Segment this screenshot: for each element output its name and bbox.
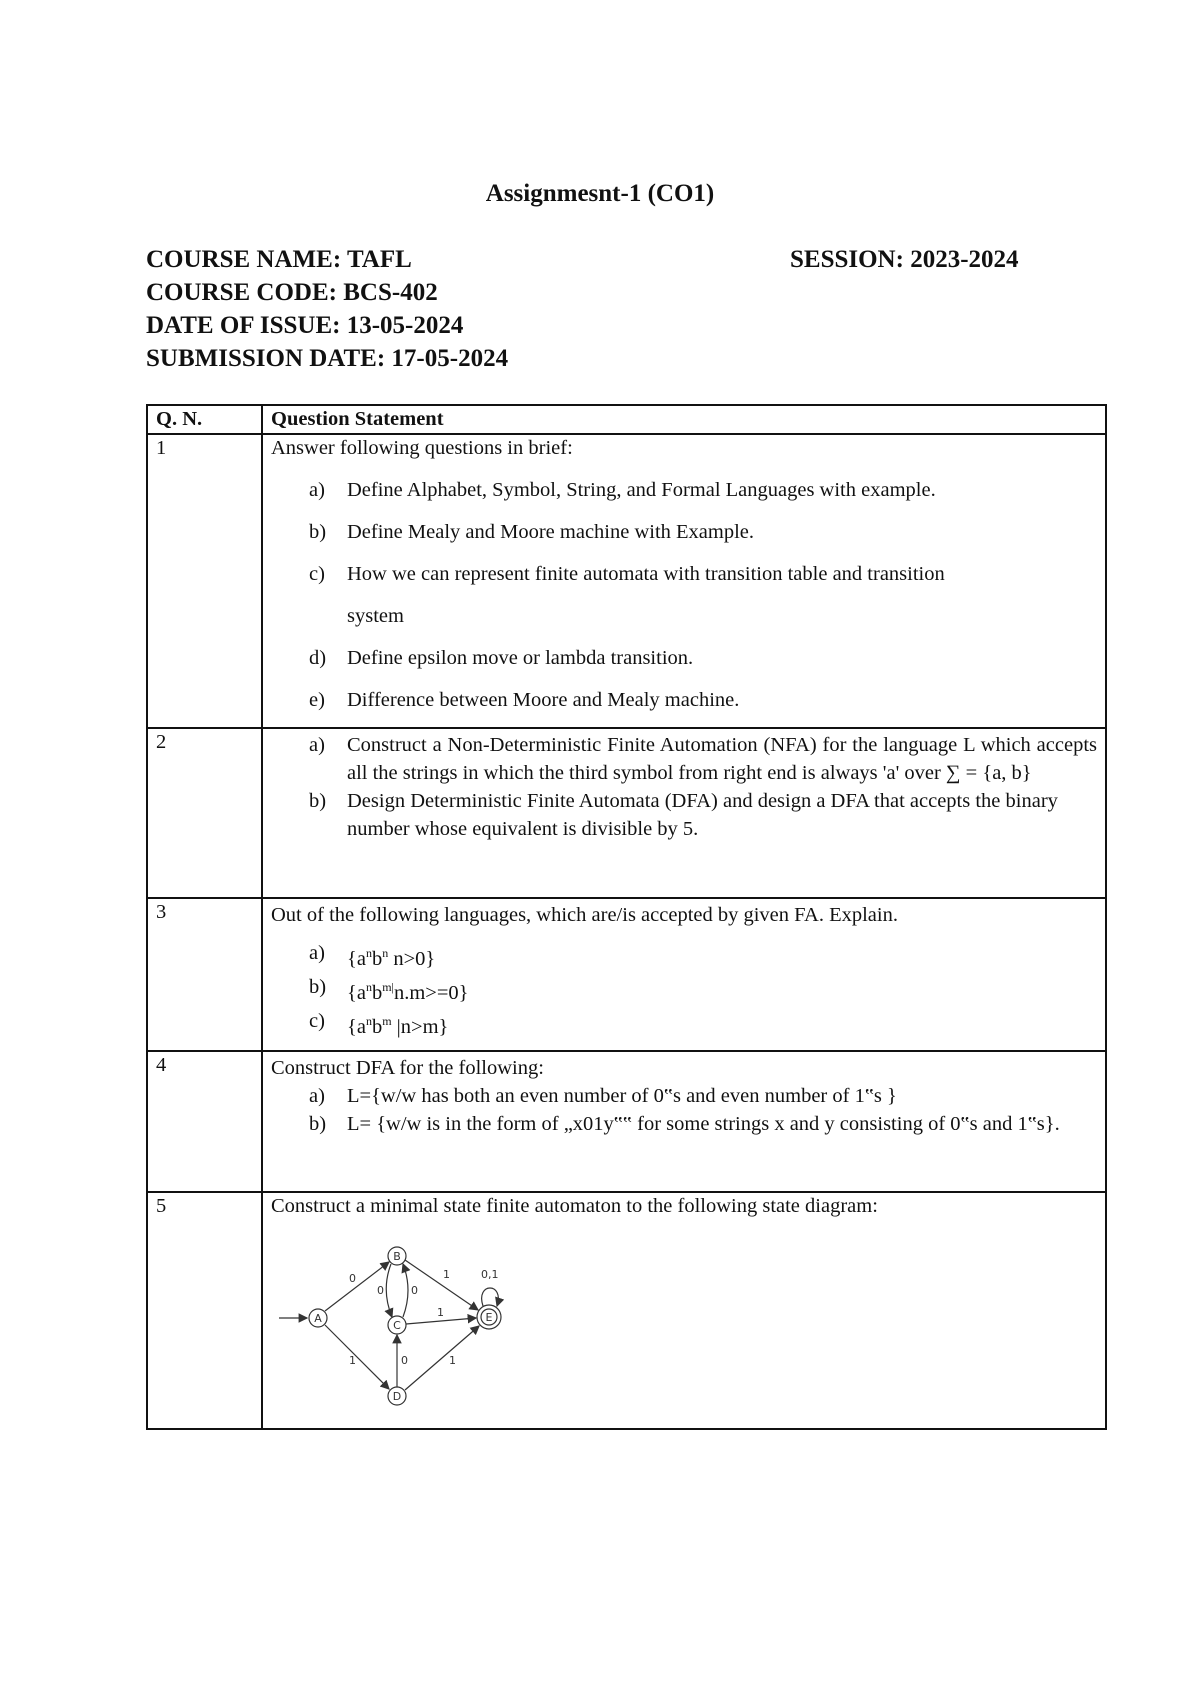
list-item xyxy=(271,1110,1097,1138)
item-text: L={w/w has both an even number of 0‟s and even number of 1‟s } xyxy=(347,1085,897,1107)
list-item xyxy=(271,731,1097,787)
table-row xyxy=(147,898,1106,1051)
svg-text:C: C xyxy=(393,1319,401,1332)
list-item xyxy=(271,1082,1097,1110)
transition-b-c xyxy=(386,1264,392,1317)
item-text: Define epsilon move or lambda transition. xyxy=(347,647,694,669)
item-label: c) xyxy=(309,1009,325,1032)
transition-label: 1 xyxy=(437,1306,444,1319)
item-label: c) xyxy=(309,563,325,585)
question-statement xyxy=(262,1051,1106,1192)
list-item xyxy=(271,646,1097,670)
question-statement xyxy=(262,728,1106,898)
transition-label: 1 xyxy=(349,1354,356,1367)
list-item xyxy=(271,787,1097,843)
item-text: Define Mealy and Moore machine with Example. xyxy=(347,521,755,543)
course-name: COURSE NAME: TAFL xyxy=(146,246,412,273)
transition-e-e xyxy=(482,1288,499,1306)
item-text: L= {w/w is in the form of „x01y‟‟ for some strings x and y consisting of 0‟s and 1‟s}. xyxy=(347,1113,1060,1135)
transition-label: 0 xyxy=(401,1354,408,1367)
session: SESSION: 2023-2024 xyxy=(790,246,1019,273)
question-intro: Answer following questions in brief: xyxy=(271,437,573,459)
item-text: {$a^nb^n$ n>0} xyxy=(347,946,436,970)
item-label: b) xyxy=(309,975,327,998)
table-row xyxy=(147,1192,1106,1429)
question-intro: Construct a minimal state finite automaton to the following state diagram: xyxy=(271,1195,878,1217)
question-statement xyxy=(262,434,1106,728)
state-C xyxy=(388,1316,406,1334)
question-intro: Construct DFA for the following: xyxy=(271,1057,544,1079)
item-label: a) xyxy=(309,479,325,501)
state-B xyxy=(388,1247,406,1265)
question-table xyxy=(146,404,1107,1430)
transition-label: 1 xyxy=(449,1354,456,1367)
list-item xyxy=(271,973,1097,1007)
svg-text:B: B xyxy=(393,1250,401,1263)
question-statement xyxy=(262,898,1106,1051)
document-title: Assignmesnt-1 (CO1) xyxy=(485,180,715,207)
item-text: Construct a Non-Deterministic Finite Automation (NFA) for the language L which accepts all the strings in which the third symbol from right end is always 'a' over ∑ = {a, b} xyxy=(347,734,1097,784)
state-diagram xyxy=(271,1236,521,1426)
list-item xyxy=(271,604,1097,628)
item-text: {$a^nb^m$ |n>m} xyxy=(347,1013,449,1038)
question-number: 2 xyxy=(147,728,262,898)
item-label: a) xyxy=(309,942,325,964)
svg-text:D: D xyxy=(392,1390,402,1403)
item-text: Design Deterministic Finite Automata (DFA) and design a DFA that accepts the binary number whose equivalent is divisible by 5. xyxy=(347,790,1058,840)
transition-a-d xyxy=(325,1325,389,1389)
item-text: $\{a^nb^{m|}n.m>=0\}$ xyxy=(347,979,469,1004)
list-item xyxy=(271,520,1097,544)
item-label: b) xyxy=(309,521,327,543)
item-label: b) xyxy=(309,1113,327,1135)
table-header-row xyxy=(147,405,1106,434)
date-of-issue: DATE OF ISSUE: 13-05-2024 xyxy=(146,312,464,339)
list-item xyxy=(271,478,1097,502)
item-text: system xyxy=(347,605,404,627)
header-statement: Question Statement xyxy=(262,405,1106,434)
state-A xyxy=(309,1309,327,1327)
question-items xyxy=(271,478,1097,712)
item-label: e) xyxy=(309,689,325,711)
question-number: 4 xyxy=(147,1051,262,1192)
question-number: 1 xyxy=(147,434,262,728)
course-code: COURSE CODE: BCS-402 xyxy=(146,279,438,306)
submission-date: SUBMISSION DATE: 17-05-2024 xyxy=(146,345,509,372)
header-qn: Q. N. xyxy=(147,405,262,434)
item-label xyxy=(271,604,347,628)
svg-text:E: E xyxy=(485,1311,493,1324)
question-statement xyxy=(262,1192,1106,1429)
table-row xyxy=(147,728,1106,898)
svg-text:A: A xyxy=(314,1312,322,1325)
item-text: How we can represent finite automata with transition table and transition xyxy=(347,563,945,585)
item-label: a) xyxy=(309,1085,325,1107)
item-text: Define Alphabet, Symbol, String, and Formal Languages with example. xyxy=(347,479,936,501)
item-label: a) xyxy=(309,734,325,756)
transition-label: 0 xyxy=(377,1284,384,1297)
transition-label: 0 xyxy=(349,1272,356,1285)
state-E xyxy=(477,1305,501,1329)
item-label: b) xyxy=(309,790,327,812)
transition-label: 0 xyxy=(411,1284,418,1297)
transition-c-b xyxy=(403,1264,408,1317)
list-item xyxy=(271,1007,1097,1041)
transition-d-e xyxy=(405,1326,479,1390)
list-item xyxy=(271,939,1097,973)
item-text: Difference between Moore and Mealy machine. xyxy=(347,689,740,711)
list-item xyxy=(271,688,1097,712)
question-intro: Out of the following languages, which are/is accepted by given FA. Explain. xyxy=(271,904,898,926)
transition-label: 1 xyxy=(443,1268,450,1281)
item-label: d) xyxy=(309,647,327,669)
table-row xyxy=(147,1051,1106,1192)
state-D xyxy=(388,1387,406,1405)
list-item xyxy=(271,562,1097,586)
table-row xyxy=(147,434,1106,728)
question-number: 5 xyxy=(147,1192,262,1429)
transition-label: 0,1 xyxy=(481,1268,499,1281)
question-number: 3 xyxy=(147,898,262,1051)
